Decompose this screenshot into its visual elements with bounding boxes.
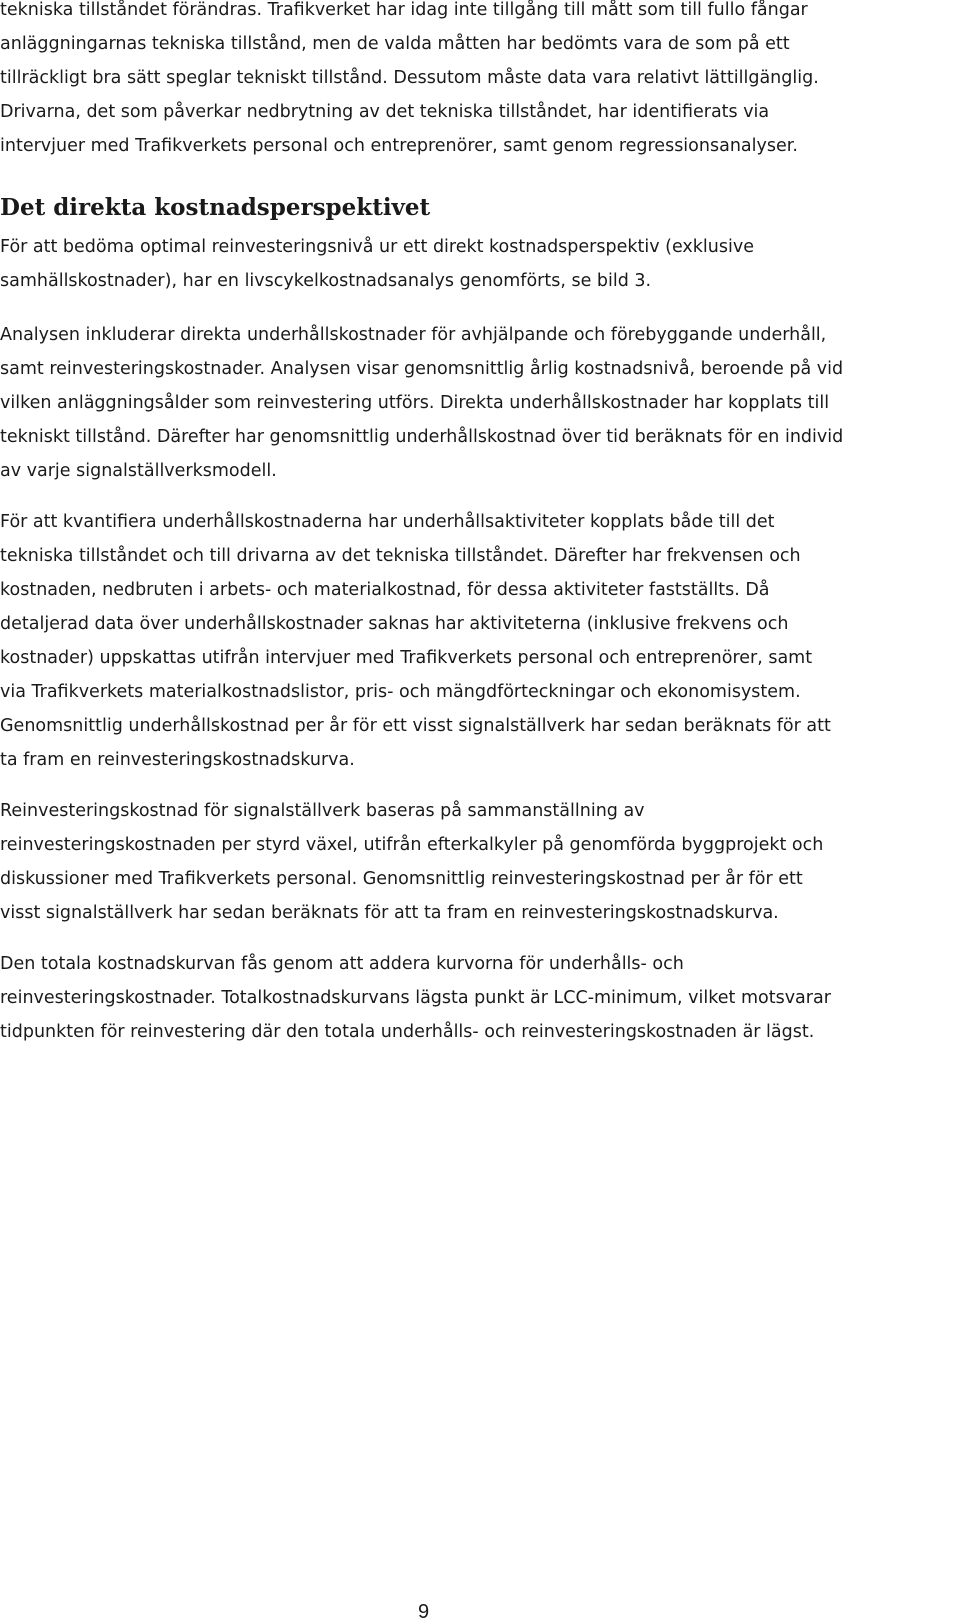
intro-paragraph xyxy=(0,0,819,163)
text-line: av varje signalställverksmodell. xyxy=(0,461,277,481)
text-line: reinvesteringskostnaden per styrd växel, utifrån efterkalkyler på genomförda byggprojekt och xyxy=(0,835,824,855)
paragraph xyxy=(0,505,831,777)
text-line: samhällskostnader), har en livscykelkostnadsanalys genomförts, se bild 3. xyxy=(0,271,652,291)
text-line: Analysen inkluderar direkta underhållskostnader för avhjälpande och förebyggande underhåll, xyxy=(0,325,827,345)
text-line: tekniska tillståndet och till drivarna av det tekniska tillståndet. Därefter har frekvensen och xyxy=(0,546,801,566)
text-line: För att kvantifiera underhållskostnaderna har underhållsaktiviteter kopplats både till det xyxy=(0,512,775,532)
text-line: Reinvesteringskostnad för signalställverk baseras på sammanställning av xyxy=(0,801,645,821)
text-line: samt reinvesteringskostnader. Analysen visar genomsnittlig årlig kostnadsnivå, beroende på vid xyxy=(0,359,844,379)
text-line: detaljerad data över underhållskostnader saknas har aktiviteterna (inklusive frekvens och xyxy=(0,614,789,634)
text-line: intervjuer med Trafikverkets personal och entreprenörer, samt genom regressionsanalyser. xyxy=(0,136,798,156)
paragraph xyxy=(0,947,831,1049)
paragraph xyxy=(0,794,823,930)
text-line: via Trafikverkets materialkostnadslistor, pris- och mängdförteckningar och ekonomisystem. xyxy=(0,682,801,702)
paragraph xyxy=(0,230,754,298)
text-line: För att bedöma optimal reinvesteringsnivå ur ett direkt kostnadsperspektiv (exklusive xyxy=(0,237,754,257)
text-line: kostnaden, nedbruten i arbets- och materialkostnad, för dessa aktiviteter fastställts. Då xyxy=(0,580,770,600)
text-line: vilken anläggningsålder som reinvestering utförs. Direkta underhållskostnader har kopplats till xyxy=(0,393,830,413)
text-line: Drivarna, det som påverkar nedbrytning av det tekniska tillståndet, har identifierats via xyxy=(0,102,770,122)
text-line: anläggningarnas tekniska tillstånd, men de valda måtten har bedömts vara de som på ett xyxy=(0,34,790,54)
text-line: tillräckligt bra sätt speglar tekniskt tillstånd. Dessutom måste data vara relativt lättillgänglig. xyxy=(0,68,819,88)
text-line: Genomsnittlig underhållskostnad per år för ett visst signalställverk har sedan beräknats för att xyxy=(0,716,831,736)
text-line: diskussioner med Trafikverkets personal. Genomsnittlig reinvesteringskostnad per år för ett xyxy=(0,869,803,889)
text-line: reinvesteringskostnader. Totalkostnadskurvans lägsta punkt är LCC-minimum, vilket motsvarar xyxy=(0,988,831,1008)
text-line: tidpunkten för reinvestering där den totala underhålls- och reinvesteringskostnaden är lägst. xyxy=(0,1022,815,1042)
paragraph xyxy=(0,318,843,488)
page-number: 9 xyxy=(418,1601,430,1623)
text-line: ta fram en reinvesteringskostnadskurva. xyxy=(0,750,355,770)
text-line: tekniskt tillstånd. Därefter har genomsnittlig underhållskostnad över tid beräknats för en individ xyxy=(0,427,844,447)
section-heading: Det direkta kostnadsperspektivet xyxy=(0,194,431,221)
text-line: Den totala kostnadskurvan fås genom att addera kurvorna för underhålls- och xyxy=(0,954,684,974)
text-line: tekniska tillståndet förändras. Trafikverket har idag inte tillgång till mått som till fullo fångar xyxy=(0,0,808,20)
text-line: kostnader) uppskattas utifrån intervjuer med Trafikverkets personal och entreprenörer, samt xyxy=(0,648,813,668)
text-line: visst signalställverk har sedan beräknats för att ta fram en reinvesteringskostnadskurva. xyxy=(0,903,779,923)
